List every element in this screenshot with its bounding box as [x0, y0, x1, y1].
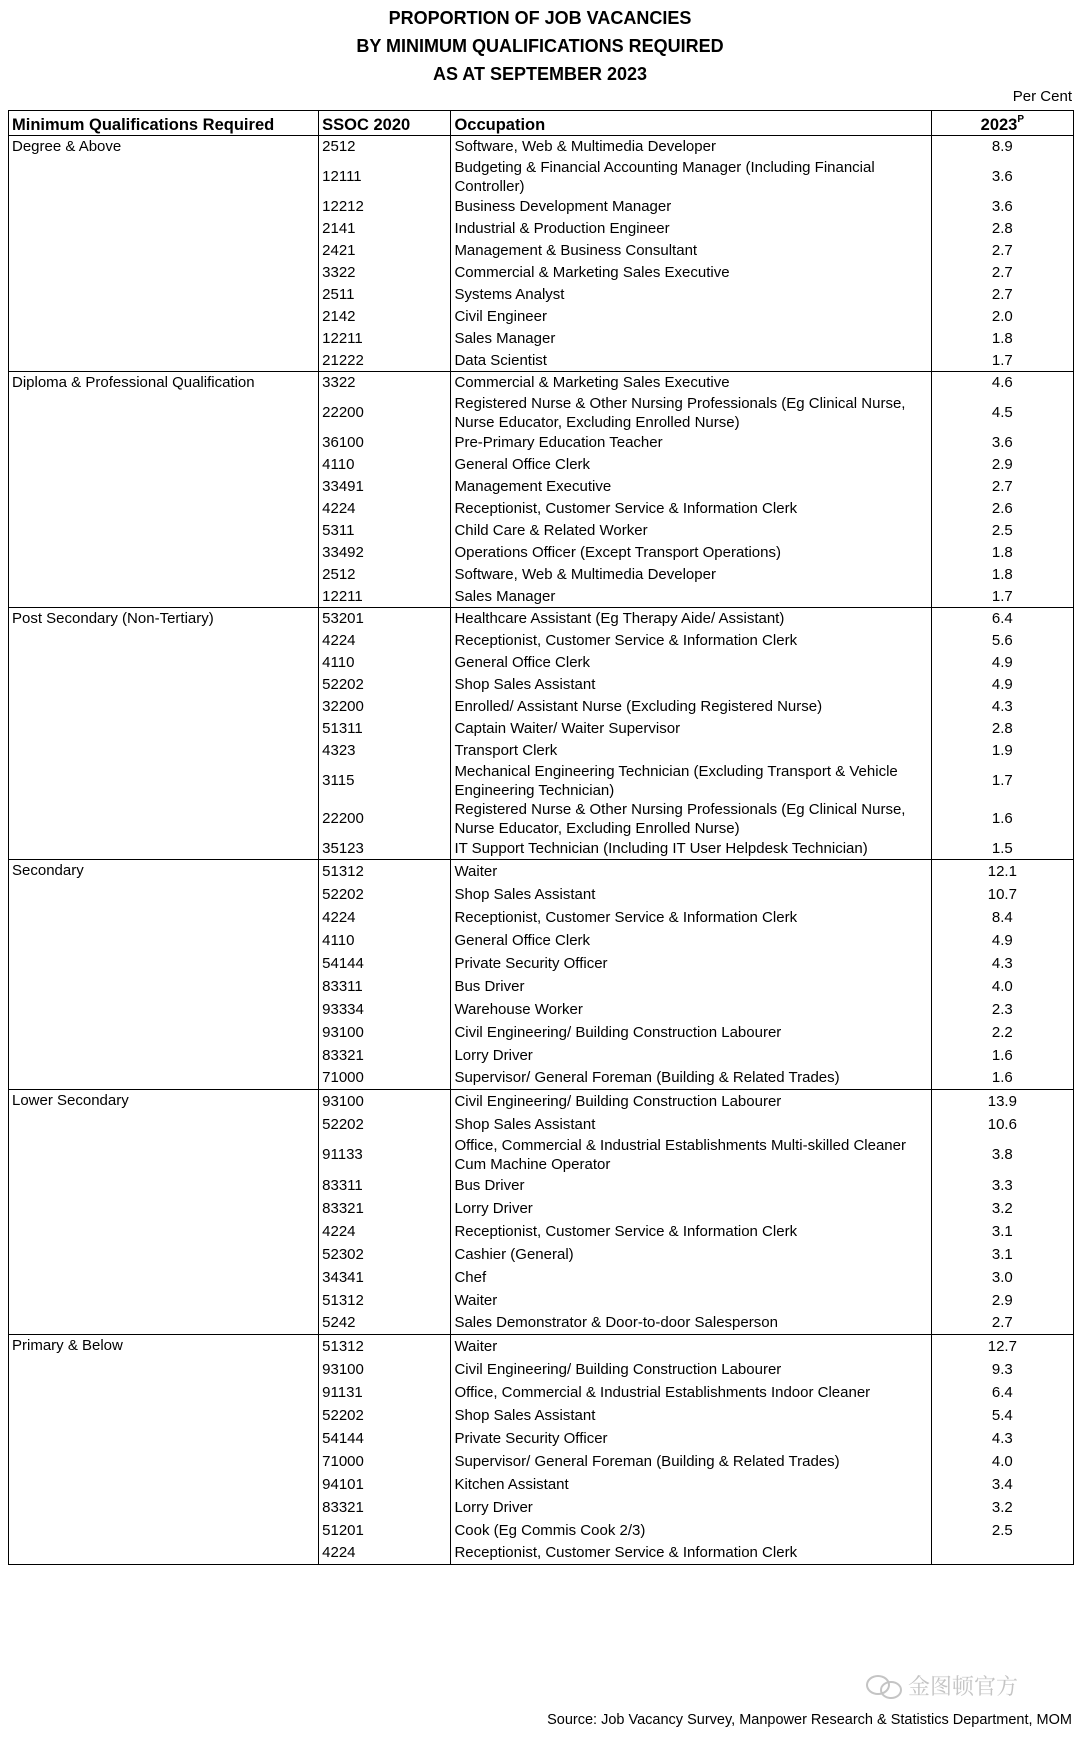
- table-row: [9, 860, 1074, 883]
- value-cell: 3.6: [931, 196, 1073, 218]
- ssoc-cell: 32200: [319, 696, 451, 718]
- value-cell: 2.9: [931, 1289, 1073, 1312]
- ssoc-cell: 52202: [319, 883, 451, 906]
- occupation-cell: Cashier (General): [451, 1243, 931, 1266]
- value-cell: 1.6: [931, 1067, 1073, 1090]
- value-cell: 2.8: [931, 718, 1073, 740]
- header-qualification: Minimum Qualifications Required: [9, 111, 319, 136]
- vacancy-table: [8, 110, 1074, 1565]
- occupation-cell: Registered Nurse & Other Nursing Professionals (Eg Clinical Nurse, Nurse Educator, Excluding Enrolled Nurse): [451, 800, 931, 838]
- occupation-cell: Data Scientist: [451, 350, 931, 372]
- header-year-provisional: P: [1017, 114, 1025, 125]
- value-cell: 9.3: [931, 1358, 1073, 1381]
- ssoc-cell: 91133: [319, 1136, 451, 1174]
- value-cell: 2.2: [931, 1021, 1073, 1044]
- occupation-cell: General Office Clerk: [451, 929, 931, 952]
- occupation-cell: Bus Driver: [451, 975, 931, 998]
- occupation-cell: Civil Engineering/ Building Construction Labourer: [451, 1021, 931, 1044]
- value-cell: 1.7: [931, 762, 1073, 800]
- occupation-cell: Commercial & Marketing Sales Executive: [451, 262, 931, 284]
- value-cell: 4.9: [931, 652, 1073, 674]
- occupation-cell: Office, Commercial & Industrial Establishments Multi-skilled Cleaner Cum Machine Operator: [451, 1136, 931, 1174]
- value-cell: [931, 1542, 1073, 1565]
- value-cell: 2.8: [931, 218, 1073, 240]
- ssoc-cell: 2421: [319, 240, 451, 262]
- ssoc-cell: 5311: [319, 520, 451, 542]
- value-cell: 10.6: [931, 1113, 1073, 1136]
- value-cell: 1.8: [931, 542, 1073, 564]
- ssoc-cell: 36100: [319, 432, 451, 454]
- occupation-cell: Civil Engineering/ Building Construction Labourer: [451, 1090, 931, 1113]
- value-cell: 2.5: [931, 520, 1073, 542]
- occupation-cell: Enrolled/ Assistant Nurse (Excluding Registered Nurse): [451, 696, 931, 718]
- value-cell: 1.8: [931, 328, 1073, 350]
- occupation-cell: Lorry Driver: [451, 1496, 931, 1519]
- occupation-cell: Civil Engineering/ Building Construction Labourer: [451, 1358, 931, 1381]
- occupation-cell: Supervisor/ General Foreman (Building & Related Trades): [451, 1450, 931, 1473]
- value-cell: 2.7: [931, 476, 1073, 498]
- occupation-cell: Pre-Primary Education Teacher: [451, 432, 931, 454]
- ssoc-cell: 33491: [319, 476, 451, 498]
- table-row: [9, 136, 1074, 158]
- ssoc-cell: 21222: [319, 350, 451, 372]
- title-line-2: BY MINIMUM QUALIFICATIONS REQUIRED: [356, 36, 724, 56]
- ssoc-cell: 93100: [319, 1021, 451, 1044]
- ssoc-cell: 71000: [319, 1450, 451, 1473]
- ssoc-cell: 33492: [319, 542, 451, 564]
- value-cell: 1.9: [931, 740, 1073, 762]
- occupation-cell: Receptionist, Customer Service & Information Clerk: [451, 630, 931, 652]
- occupation-cell: Sales Manager: [451, 586, 931, 608]
- value-cell: 1.7: [931, 586, 1073, 608]
- value-cell: 3.1: [931, 1243, 1073, 1266]
- table-row: [9, 372, 1074, 394]
- occupation-cell: Cook (Eg Commis Cook 2/3): [451, 1519, 931, 1542]
- occupation-cell: Captain Waiter/ Waiter Supervisor: [451, 718, 931, 740]
- table-header-row: [9, 111, 1074, 136]
- occupation-cell: Transport Clerk: [451, 740, 931, 762]
- occupation-cell: Waiter: [451, 1289, 931, 1312]
- ssoc-cell: 4224: [319, 498, 451, 520]
- table-row: [9, 1090, 1074, 1113]
- occupation-cell: Industrial & Production Engineer: [451, 218, 931, 240]
- ssoc-cell: 5242: [319, 1312, 451, 1335]
- occupation-cell: Software, Web & Multimedia Developer: [451, 564, 931, 586]
- occupation-cell: Mechanical Engineering Technician (Excluding Transport & Vehicle Engineering Technician): [451, 762, 931, 800]
- occupation-cell: Receptionist, Customer Service & Information Clerk: [451, 906, 931, 929]
- value-cell: 3.2: [931, 1496, 1073, 1519]
- occupation-cell: Waiter: [451, 860, 931, 883]
- ssoc-cell: 91131: [319, 1381, 451, 1404]
- value-cell: 1.6: [931, 1044, 1073, 1067]
- occupation-cell: Civil Engineer: [451, 306, 931, 328]
- ssoc-cell: 51312: [319, 1289, 451, 1312]
- ssoc-cell: 51312: [319, 860, 451, 883]
- ssoc-cell: 12212: [319, 196, 451, 218]
- table-row: [9, 1335, 1074, 1358]
- ssoc-cell: 83321: [319, 1197, 451, 1220]
- ssoc-cell: 2142: [319, 306, 451, 328]
- table-row: [9, 608, 1074, 630]
- qualification-cell: Primary & Below: [9, 1335, 319, 1565]
- ssoc-cell: 54144: [319, 952, 451, 975]
- value-cell: 3.6: [931, 158, 1073, 196]
- ssoc-cell: 52202: [319, 674, 451, 696]
- header-ssoc: SSOC 2020: [319, 111, 451, 136]
- value-cell: 4.0: [931, 1450, 1073, 1473]
- ssoc-cell: 54144: [319, 1427, 451, 1450]
- occupation-cell: Shop Sales Assistant: [451, 883, 931, 906]
- value-cell: 3.0: [931, 1266, 1073, 1289]
- value-cell: 5.6: [931, 630, 1073, 652]
- value-cell: 4.0: [931, 975, 1073, 998]
- occupation-cell: Waiter: [451, 1335, 931, 1358]
- ssoc-cell: 4110: [319, 652, 451, 674]
- ssoc-cell: 4224: [319, 630, 451, 652]
- value-cell: 1.7: [931, 350, 1073, 372]
- ssoc-cell: 4110: [319, 929, 451, 952]
- value-cell: 2.7: [931, 284, 1073, 306]
- occupation-cell: Receptionist, Customer Service & Information Clerk: [451, 498, 931, 520]
- occupation-cell: Child Care & Related Worker: [451, 520, 931, 542]
- occupation-cell: Budgeting & Financial Accounting Manager (Including Financial Controller): [451, 158, 931, 196]
- value-cell: 5.4: [931, 1404, 1073, 1427]
- occupation-cell: Bus Driver: [451, 1174, 931, 1197]
- source-note: Source: Job Vacancy Survey, Manpower Research & Statistics Department, MOM: [547, 1712, 1072, 1728]
- ssoc-cell: 52202: [319, 1113, 451, 1136]
- header-year: [931, 111, 1073, 136]
- occupation-cell: Shop Sales Assistant: [451, 674, 931, 696]
- value-cell: 2.5: [931, 1519, 1073, 1542]
- occupation-cell: Lorry Driver: [451, 1044, 931, 1067]
- ssoc-cell: 12111: [319, 158, 451, 196]
- wechat-icon: [866, 1673, 904, 1699]
- occupation-cell: Private Security Officer: [451, 1427, 931, 1450]
- value-cell: 1.6: [931, 800, 1073, 838]
- value-cell: 13.9: [931, 1090, 1073, 1113]
- occupation-cell: Registered Nurse & Other Nursing Professionals (Eg Clinical Nurse, Nurse Educator, Excluding Enrolled Nurse): [451, 394, 931, 432]
- ssoc-cell: 2512: [319, 564, 451, 586]
- value-cell: 2.0: [931, 306, 1073, 328]
- occupation-cell: Shop Sales Assistant: [451, 1113, 931, 1136]
- value-cell: 2.3: [931, 998, 1073, 1021]
- ssoc-cell: 2141: [319, 218, 451, 240]
- occupation-cell: Chef: [451, 1266, 931, 1289]
- value-cell: 3.1: [931, 1220, 1073, 1243]
- ssoc-cell: 3115: [319, 762, 451, 800]
- occupation-cell: Receptionist, Customer Service & Information Clerk: [451, 1542, 931, 1565]
- value-cell: 3.4: [931, 1473, 1073, 1496]
- ssoc-cell: 4224: [319, 1542, 451, 1565]
- occupation-cell: Receptionist, Customer Service & Information Clerk: [451, 1220, 931, 1243]
- occupation-cell: Operations Officer (Except Transport Operations): [451, 542, 931, 564]
- ssoc-cell: 51312: [319, 1335, 451, 1358]
- value-cell: 2.6: [931, 498, 1073, 520]
- value-cell: 2.9: [931, 454, 1073, 476]
- value-cell: 12.7: [931, 1335, 1073, 1358]
- qualification-cell: Secondary: [9, 860, 319, 1090]
- value-cell: 4.9: [931, 674, 1073, 696]
- title-line-1: PROPORTION OF JOB VACANCIES: [388, 8, 692, 28]
- value-cell: 4.9: [931, 929, 1073, 952]
- table-body: [9, 136, 1074, 1565]
- ssoc-cell: 52302: [319, 1243, 451, 1266]
- occupation-cell: Lorry Driver: [451, 1197, 931, 1220]
- ssoc-cell: 53201: [319, 608, 451, 630]
- occupation-cell: Sales Manager: [451, 328, 931, 350]
- ssoc-cell: 4224: [319, 1220, 451, 1243]
- ssoc-cell: 2512: [319, 136, 451, 158]
- occupation-cell: IT Support Technician (Including IT User Helpdesk Technician): [451, 838, 931, 860]
- ssoc-cell: 34341: [319, 1266, 451, 1289]
- ssoc-cell: 12211: [319, 586, 451, 608]
- occupation-cell: Management & Business Consultant: [451, 240, 931, 262]
- occupation-cell: General Office Clerk: [451, 454, 931, 476]
- ssoc-cell: 22200: [319, 800, 451, 838]
- ssoc-cell: 35123: [319, 838, 451, 860]
- unit-label: Per Cent: [1012, 88, 1072, 105]
- value-cell: 3.3: [931, 1174, 1073, 1197]
- ssoc-cell: 51311: [319, 718, 451, 740]
- value-cell: 8.9: [931, 136, 1073, 158]
- occupation-cell: General Office Clerk: [451, 652, 931, 674]
- occupation-cell: Software, Web & Multimedia Developer: [451, 136, 931, 158]
- ssoc-cell: 51201: [319, 1519, 451, 1542]
- title-line-3: AS AT SEPTEMBER 2023: [432, 64, 648, 84]
- occupation-cell: Supervisor/ General Foreman (Building & Related Trades): [451, 1067, 931, 1090]
- value-cell: 3.2: [931, 1197, 1073, 1220]
- ssoc-cell: 3322: [319, 262, 451, 284]
- value-cell: 4.3: [931, 952, 1073, 975]
- watermark: [866, 1670, 1018, 1701]
- ssoc-cell: 4323: [319, 740, 451, 762]
- qualification-cell: Diploma & Professional Qualification: [9, 372, 319, 608]
- ssoc-cell: 4224: [319, 906, 451, 929]
- value-cell: 1.8: [931, 564, 1073, 586]
- value-cell: 8.4: [931, 906, 1073, 929]
- ssoc-cell: 93100: [319, 1090, 451, 1113]
- occupation-cell: Business Development Manager: [451, 196, 931, 218]
- ssoc-cell: 71000: [319, 1067, 451, 1090]
- value-cell: 6.4: [931, 608, 1073, 630]
- value-cell: 4.5: [931, 394, 1073, 432]
- ssoc-cell: 94101: [319, 1473, 451, 1496]
- ssoc-cell: 12211: [319, 328, 451, 350]
- ssoc-cell: 83321: [319, 1496, 451, 1519]
- watermark-text: 金图顿官方: [908, 1674, 1019, 1699]
- qualification-cell: Post Secondary (Non-Tertiary): [9, 608, 319, 860]
- ssoc-cell: 52202: [319, 1404, 451, 1427]
- occupation-cell: Private Security Officer: [451, 952, 931, 975]
- occupation-cell: Kitchen Assistant: [451, 1473, 931, 1496]
- value-cell: 4.6: [931, 372, 1073, 394]
- value-cell: 2.7: [931, 240, 1073, 262]
- qualification-cell: Degree & Above: [9, 136, 319, 372]
- occupation-cell: Healthcare Assistant (Eg Therapy Aide/ Assistant): [451, 608, 931, 630]
- occupation-cell: Office, Commercial & Industrial Establishments Indoor Cleaner: [451, 1381, 931, 1404]
- header-occupation: Occupation: [451, 111, 931, 136]
- ssoc-cell: 93100: [319, 1358, 451, 1381]
- value-cell: 3.6: [931, 432, 1073, 454]
- ssoc-cell: 83311: [319, 975, 451, 998]
- occupation-cell: Shop Sales Assistant: [451, 1404, 931, 1427]
- occupation-cell: Commercial & Marketing Sales Executive: [451, 372, 931, 394]
- occupation-cell: Sales Demonstrator & Door-to-door Salesperson: [451, 1312, 931, 1335]
- ssoc-cell: 83311: [319, 1174, 451, 1197]
- value-cell: 10.7: [931, 883, 1073, 906]
- ssoc-cell: 2511: [319, 284, 451, 306]
- occupation-cell: Management Executive: [451, 476, 931, 498]
- ssoc-cell: 83321: [319, 1044, 451, 1067]
- value-cell: 6.4: [931, 1381, 1073, 1404]
- ssoc-cell: 3322: [319, 372, 451, 394]
- value-cell: 3.8: [931, 1136, 1073, 1174]
- value-cell: 4.3: [931, 696, 1073, 718]
- value-cell: 4.3: [931, 1427, 1073, 1450]
- occupation-cell: Systems Analyst: [451, 284, 931, 306]
- ssoc-cell: 4110: [319, 454, 451, 476]
- occupation-cell: Warehouse Worker: [451, 998, 931, 1021]
- value-cell: 2.7: [931, 262, 1073, 284]
- ssoc-cell: 22200: [319, 394, 451, 432]
- ssoc-cell: 93334: [319, 998, 451, 1021]
- title-block: [0, 4, 1080, 88]
- value-cell: 1.5: [931, 838, 1073, 860]
- header-year-text: 2023: [980, 116, 1018, 134]
- value-cell: 2.7: [931, 1312, 1073, 1335]
- qualification-cell: Lower Secondary: [9, 1090, 319, 1335]
- value-cell: 12.1: [931, 860, 1073, 883]
